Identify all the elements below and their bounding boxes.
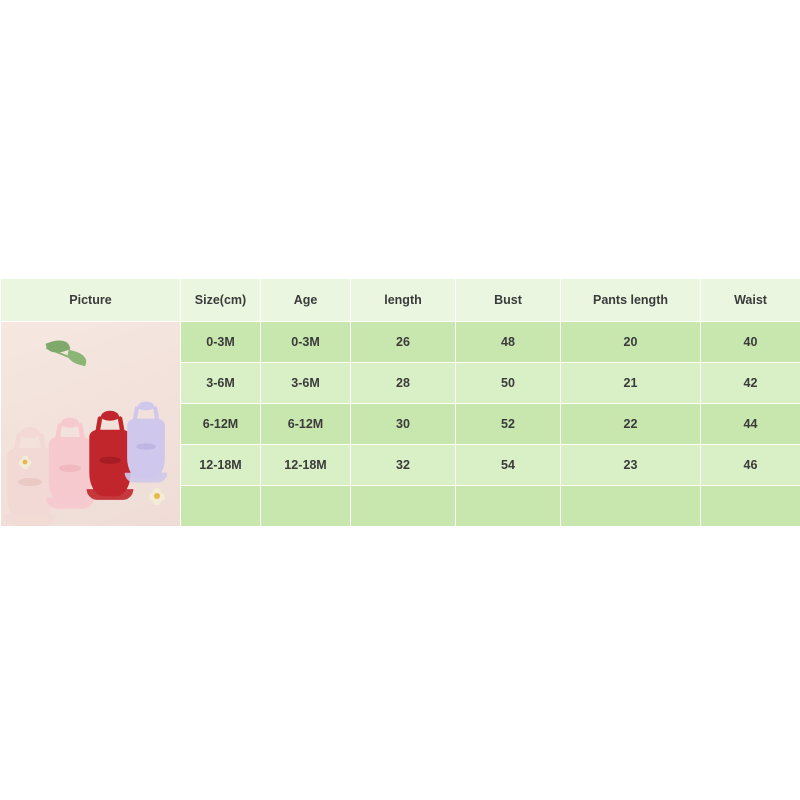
cell-length: 30 [351,404,456,445]
cell-pants-length: 21 [561,363,701,404]
table-row [1,322,800,363]
daisy-flower-icon [149,488,165,504]
cell-bust: 54 [456,445,561,486]
cell-waist: 44 [701,404,800,445]
cell-age: 6-12M [261,404,351,445]
cell-bust [456,486,561,527]
cell-age: 12-18M [261,445,351,486]
cell-bust: 52 [456,404,561,445]
product-photo [1,322,181,526]
column-header-pants-length: Pants length [561,279,701,322]
cell-waist [701,486,800,527]
cell-waist: 42 [701,363,800,404]
size-chart [0,278,800,527]
pink-dress [49,437,91,505]
product-photo-cell [1,322,181,527]
daisy-flower-icon [19,456,32,469]
cell-length: 28 [351,363,456,404]
column-header-size: Size(cm) [181,279,261,322]
cell-age: 3-6M [261,363,351,404]
cell-size: 6-12M [181,404,261,445]
column-header-waist: Waist [701,279,800,322]
column-header-bust: Bust [456,279,561,322]
table-body [1,322,800,527]
cell-pants-length: 23 [561,445,701,486]
cell-length [351,486,456,527]
leaf-icon [66,350,88,366]
column-header-picture: Picture [1,279,181,322]
cell-bust: 50 [456,363,561,404]
column-header-length: length [351,279,456,322]
cell-waist: 46 [701,445,800,486]
cell-pants-length: 20 [561,322,701,363]
cell-size: 3-6M [181,363,261,404]
table-header-row [1,279,800,322]
red-dress [89,430,130,497]
cell-pants-length [561,486,701,527]
cell-waist: 40 [701,322,800,363]
cell-length: 32 [351,445,456,486]
cell-bust: 48 [456,322,561,363]
cell-age [261,486,351,527]
cell-size: 12-18M [181,445,261,486]
table-header [1,279,800,322]
column-header-age: Age [261,279,351,322]
cell-age: 0-3M [261,322,351,363]
cell-size [181,486,261,527]
cell-size: 0-3M [181,322,261,363]
size-table [0,278,800,527]
cell-length: 26 [351,322,456,363]
lavender-dress [127,419,165,480]
cell-pants-length: 22 [561,404,701,445]
